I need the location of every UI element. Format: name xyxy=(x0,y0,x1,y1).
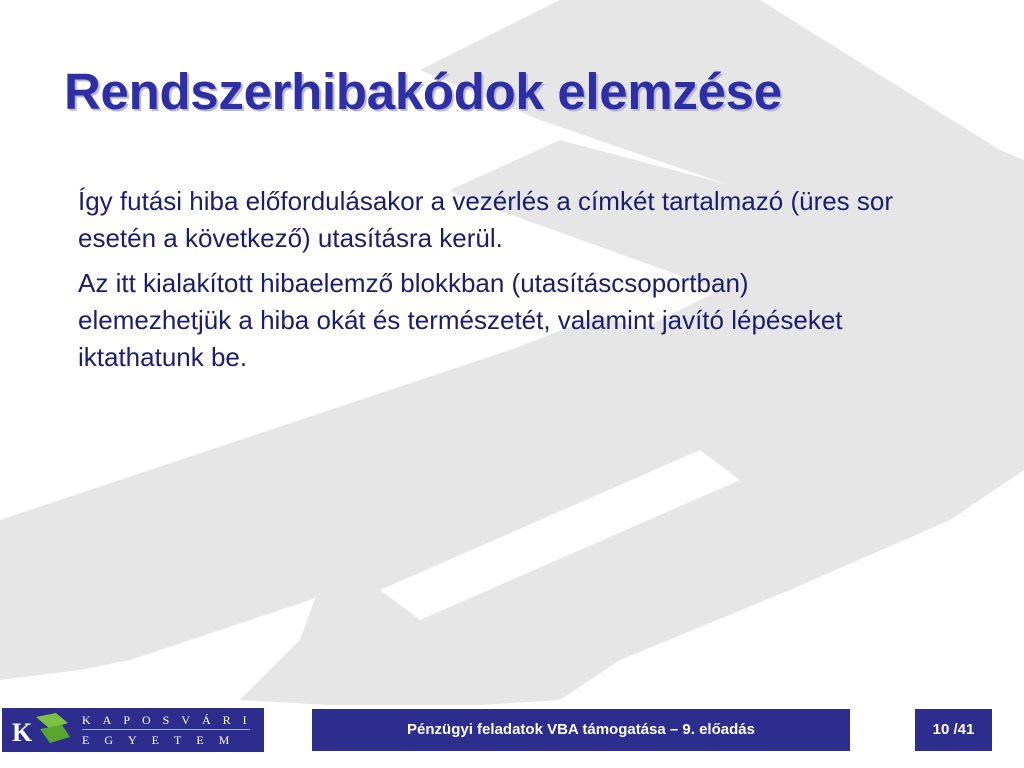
logo-emblem xyxy=(6,711,74,749)
logo-letter: K xyxy=(12,718,33,747)
page-number: 10 /41 xyxy=(915,709,992,751)
slide-body xyxy=(78,183,898,384)
university-logo xyxy=(2,708,264,752)
logo-text-line-2: EGYETEM xyxy=(82,733,245,747)
slide-title: Rendszerhibakódok elemzése xyxy=(64,63,782,120)
logo-text-line-1: KAPOSVÁRI xyxy=(82,713,259,727)
paragraph-1: Így futási hiba előfordulásakor a vezérlés a címkét tartalmazó (üres sor esetén a következő) utasításra kerül. xyxy=(78,186,894,253)
footer-course-title: Pénzügyi feladatok VBA támogatása – 9. előadás xyxy=(312,709,850,751)
logo-divider xyxy=(82,729,250,730)
paragraph-2: Az itt kialakított hibaelemző blokkban (utasításcsoportban) elemezhetjük a hiba okát és természetét, valamint javító lépéseket iktathatunk be. xyxy=(78,268,843,372)
